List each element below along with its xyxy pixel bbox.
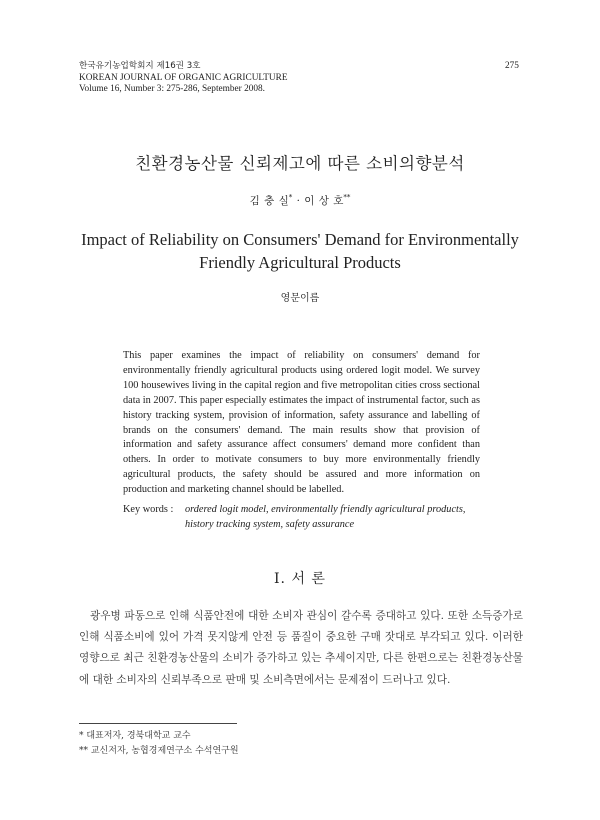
footnotes xyxy=(79,729,239,759)
journal-header xyxy=(79,61,288,96)
paper-title-english xyxy=(0,229,600,274)
page-number: 275 xyxy=(505,61,519,71)
author-1-mark: * xyxy=(288,193,293,202)
section-heading-introduction: Ⅰ. 서 론 xyxy=(274,571,326,587)
footnote-1: * 대표저자, 경북대학교 교수 xyxy=(79,731,191,741)
journal-volume-info: Volume 16, Number 3: 275-286, September 2008. xyxy=(79,84,266,95)
author-1-name: 김 충 실 xyxy=(249,195,289,207)
journal-name-english: KOREAN JOURNAL OF ORGANIC AGRICULTURE xyxy=(79,72,288,83)
title-en-line-2: Friendly Agricultural Products xyxy=(199,252,401,272)
footnote-divider xyxy=(79,723,237,724)
introduction-paragraph: 광우병 파동으로 인해 식품안전에 대한 소비자 관심이 갈수록 증대하고 있다. 또한 소득증가로 인해 식품소비에 있어 가격 못지않게 안전 등 품질이 중요한 구매 잣대로 부각되고 있다. 이러한 영향으로 최근 친환경농산물의 소비가 증가하고 있는 추세이지만, 다른 한편으로는 친환경농산물에 대한 소비자의 신뢰부족으로 판매 및 소비측면에서는 문제점이 드러나고 있다. xyxy=(79,610,523,686)
keywords-label: Key words : xyxy=(123,504,174,515)
title-en-line-1: Impact of Reliability on Consumers' Demand for Environmentally xyxy=(81,230,519,249)
authors-korean xyxy=(0,193,600,208)
paper-title-korean: 친환경농산물 신뢰제고에 따른 소비의향분석 xyxy=(135,154,465,173)
keywords-line-1: ordered logit model, environmentally friendly agricultural products, xyxy=(185,504,466,515)
abstract: This paper examines the impact of reliability on consumers' demand for environmentally friendly agricultural products using ordered logit model. We survey 100 housewives living in the capital region and five metropolitan cities cross sectional data in 2007. This paper especially estimates the impact of instrumental factor, such as history tracking system, provision of information, safety assurance and labelling of brands on the consumers' demand. The main results show that provision of information and safety assurance affect consumers' demand more confident than others. In order to motivate consumers to buy more environmentally friendly agricultural products, the safety should be assured and more information on production and marketing channel should be labelled. xyxy=(123,350,480,496)
author-2-name: 이 상 호 xyxy=(304,195,344,207)
authors-english: 영문이름 xyxy=(280,293,320,304)
journal-name-korean: 한국유기농업학회지 제16권 3호 xyxy=(79,61,201,71)
footnote-2: ** 교신저자, 농협경제연구소 수석연구원 xyxy=(79,746,239,756)
author-2-mark: ** xyxy=(343,193,351,202)
keywords xyxy=(123,503,503,533)
author-separator: · xyxy=(296,195,300,207)
keywords-line-2: history tracking system, safety assurance xyxy=(185,518,355,530)
